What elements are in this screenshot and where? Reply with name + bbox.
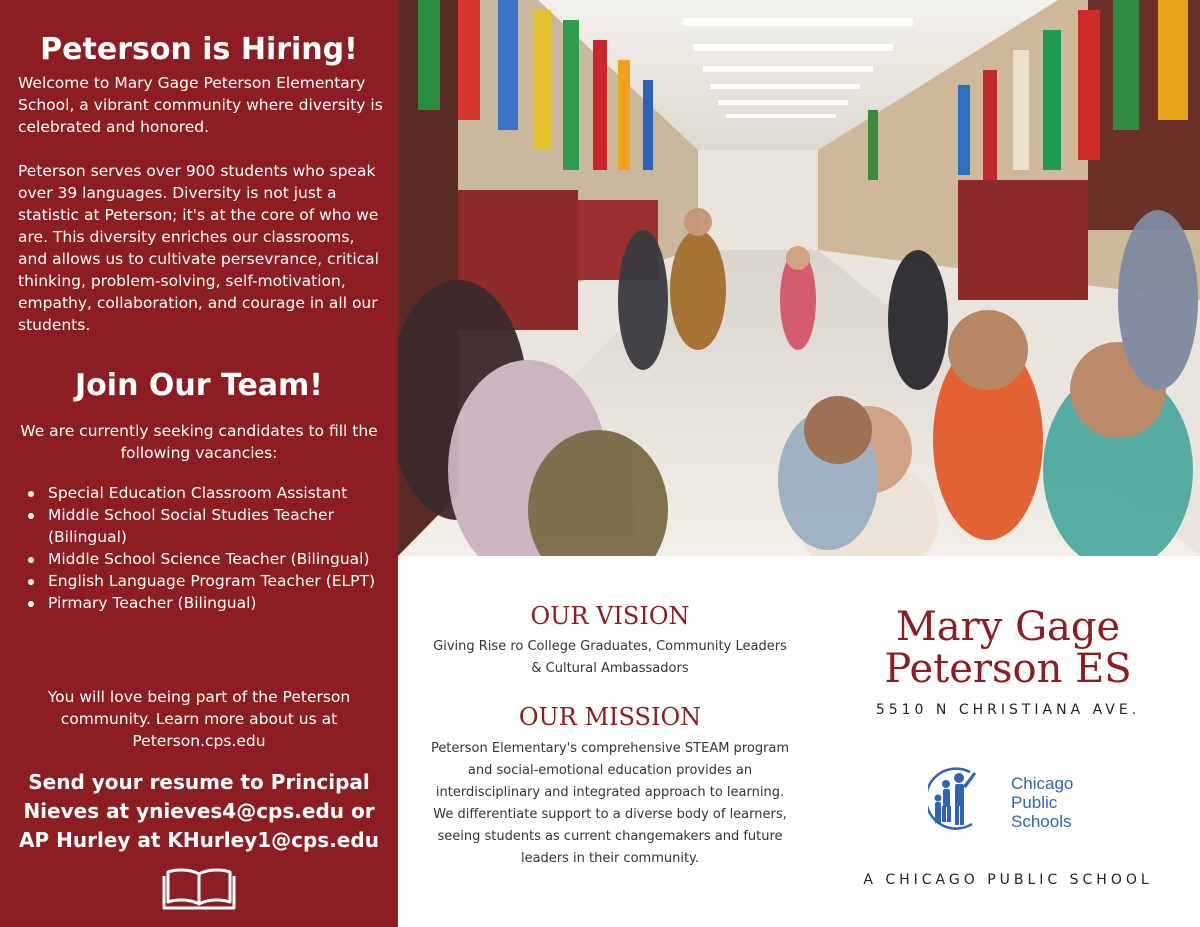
mission-text: Peterson Elementary's comprehensive STEAM program and social-emotional education provides an interdisciplinary and integrated approach to learning. We differentiate support to a diverse body of learners, seeing students as current changemakers and future leaders in their community. <box>430 741 790 866</box>
bullet-icon <box>28 557 34 563</box>
vacancy-item <box>18 504 383 548</box>
cps-logo-word: Public <box>1011 793 1058 812</box>
vacancy-item <box>18 592 383 614</box>
vacancy-label: English Language Program Teacher (ELPT) <box>48 572 376 590</box>
learn-more-text: You will love being part of the Peterson community. Learn more about us at Peterson.cps.edu <box>47 688 351 750</box>
vacancy-item <box>18 570 383 592</box>
hallway-photo <box>398 0 1200 556</box>
cps-logo-word: Schools <box>1011 812 1072 831</box>
vacancy-item <box>18 548 383 570</box>
seeking-text: We are currently seeking candidates to fill the following vacancies: <box>20 422 378 462</box>
hallway-illustration <box>398 0 1200 556</box>
vacancy-label: Special Education Classroom Assistant <box>48 484 348 502</box>
vision-text: Giving Rise ro College Graduates, Community Leaders & Cultural Ambassadors <box>433 639 787 676</box>
school-name: Mary Gage Peterson ES <box>884 604 1132 692</box>
cps-logo-text <box>1011 774 1073 831</box>
intro-paragraph-diversity: Peterson serves over 900 students who speak over 39 languages. Diversity is not just a statistic at Peterson; it's at the core of who we are. This diversity enriches our classrooms, and allows us to cultivate persevrance, critical thinking, problem-solving, self-motivation, empathy, collaboration, and courage in all our students. <box>18 162 379 334</box>
join-team-title: Join Our Team! <box>75 368 323 403</box>
vacancy-list <box>18 482 383 614</box>
bullet-icon <box>28 491 34 497</box>
bullet-icon <box>28 513 34 519</box>
school-tagline: A CHICAGO PUBLIC SCHOOL <box>863 872 1153 888</box>
cps-logo-word: Chicago <box>1011 774 1074 793</box>
vacancy-item <box>18 482 383 504</box>
vacancy-label: Middle School Science Teacher (Bilingual) <box>48 550 370 568</box>
bullet-icon <box>28 579 34 585</box>
intro-paragraph-welcome: Welcome to Mary Gage Peterson Elementary School, a vibrant community where diversity is celebrated and honored. <box>18 74 383 136</box>
school-address: 5510 N CHRISTIANA AVE. <box>875 702 1141 718</box>
vacancy-label: Middle School Social Studies Teacher (Bilingual) <box>48 506 334 546</box>
hiring-title: Peterson is Hiring! <box>40 32 358 67</box>
open-book-icon <box>162 866 236 912</box>
bullet-icon <box>28 601 34 607</box>
hiring-panel <box>0 0 398 927</box>
vacancy-label: Pirmary Teacher (Bilingual) <box>48 594 257 612</box>
send-resume-text: Send your resume to Principal Nieves at ynieves4@cps.edu or AP Hurley at KHurley1@cps.edu <box>19 770 379 852</box>
vision-heading: OUR VISION <box>530 602 690 630</box>
mission-heading: OUR MISSION <box>518 703 702 731</box>
